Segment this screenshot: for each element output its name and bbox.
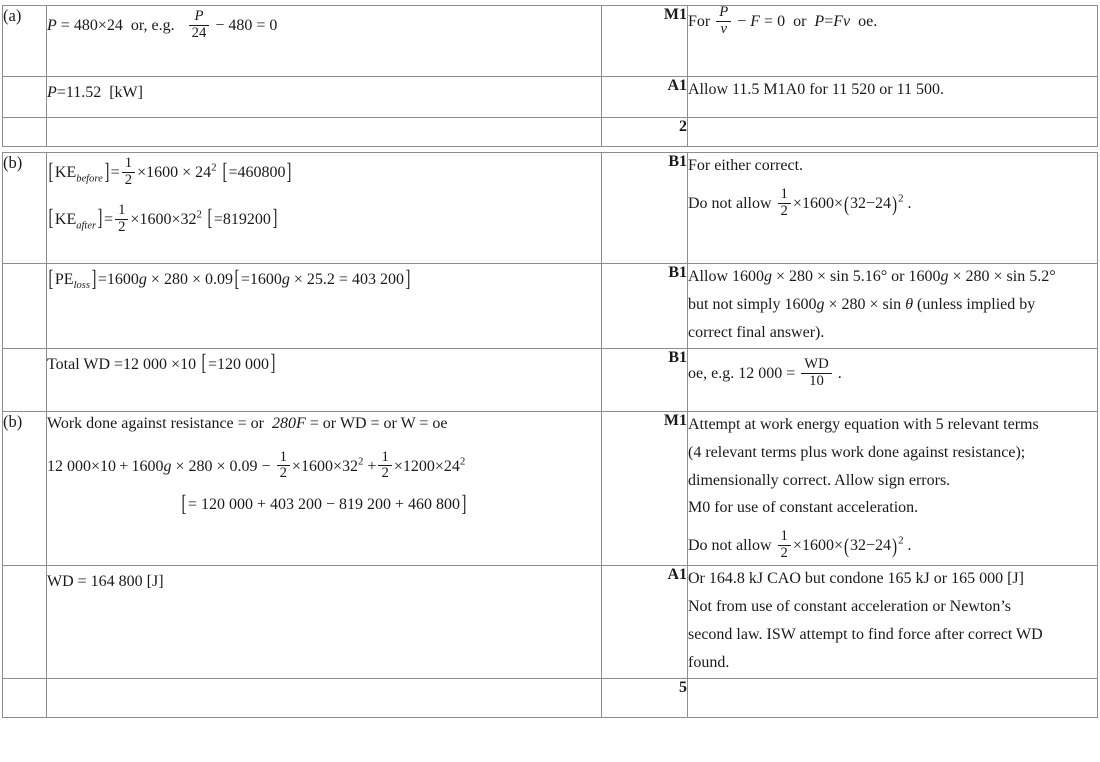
equation-ke-before: $[KE_{before}]=$ $\frac{1}{2}$ $\times 1600 \times 24^2$ [=460800] — [48, 155, 292, 188]
mark-cell-a-m1: M1 — [602, 6, 688, 77]
table-row — [3, 678, 1098, 717]
comment-text: Do not allow $\frac{1}{2}$ $\times 1600\times(32-24)^2$ . — [688, 185, 912, 219]
comment-cell-a-total — [688, 118, 1098, 147]
mark-cell-b-wd: B1 — [602, 348, 688, 411]
comment-text: Attempt at work energy equation with 5 relevant terms — [688, 415, 1039, 433]
fraction-wd-over-10: $\frac{WD}{10}$ — [801, 357, 832, 390]
equation-pe-loss: $[PE_{loss}]=1600g \times 280 \times 0.09[=1600g \times 25.2 = 403$ 200] — [48, 265, 411, 292]
mark-cell-b-ke: B1 — [602, 153, 688, 264]
part-label-a: (a) — [3, 6, 47, 77]
comment-text: For $\frac{P}{v}$ − F = 0 or P=Fv oe. — [688, 4, 878, 37]
working-cell-a-total — [47, 118, 602, 147]
comment-text: dimensionally correct. Allow sign errors. — [688, 471, 951, 489]
mark-cell-b-pe: B1 — [602, 264, 688, 349]
equation-work-energy-sum: [= 120 000 + 403 200 − 819 200 + 460 800] — [181, 490, 467, 517]
fraction-p-over-v: $\frac{P}{v}$ — [716, 5, 731, 38]
working-cell-a-m1 — [47, 6, 602, 77]
comment-text: For either correct. — [688, 157, 804, 174]
comment-cell-b-a1 — [688, 566, 1098, 679]
comment-cell-a-m1 — [688, 6, 1098, 77]
comment-text: correct final answer). — [688, 323, 825, 341]
comment-text: Allow 11.5 M1A0 for 11 520 or 11 500. — [688, 81, 944, 98]
table-row — [3, 264, 1098, 349]
equation-power: P = 480×24 or, e.g. $\frac{P}{24}$ − 480 = 0 — [47, 8, 278, 41]
table-row — [3, 153, 1098, 264]
comment-text: found. — [688, 653, 730, 671]
mark-cell-b-m1: M1 — [602, 411, 688, 565]
comment-cell-b-total — [688, 678, 1098, 717]
working-cell-b-total — [47, 678, 602, 717]
mark-cell-b-a1: A1 — [602, 566, 688, 679]
working-cell-b-a1 — [47, 566, 602, 679]
part-label-b2: (b) — [3, 411, 47, 565]
part-label-empty — [3, 118, 47, 147]
comment-cell-b-ke — [688, 153, 1098, 264]
working-cell-b-wd — [47, 348, 602, 411]
comment-cell-a-a1 — [688, 77, 1098, 118]
table-row — [3, 411, 1098, 565]
table-row — [3, 348, 1098, 411]
comment-text: M0 for use of constant acceleration. — [688, 499, 919, 517]
part-label-empty — [3, 264, 47, 349]
table-row — [3, 77, 1098, 118]
comment-text: Or 164.8 kJ CAO but condone 165 kJ or 165 000 [J] — [688, 570, 1024, 588]
working-cell-a-a1 — [47, 77, 602, 118]
mark-total-b: 5 — [602, 678, 688, 717]
comment-cell-b-m1 — [688, 411, 1098, 565]
equation-wd-answer: WD = 164 800 [J] — [47, 573, 164, 591]
equation-power-value: P=11.52 [kW] — [47, 84, 143, 101]
comment-text: but not simply 1600g × 280 × sin θ (unless implied by — [688, 295, 1036, 313]
part-label-empty — [3, 348, 47, 411]
comment-text: oe, e.g. 12 000 = $\frac{WD}{10}$ . — [688, 355, 842, 389]
working-cell-b-pe — [47, 264, 602, 349]
part-label-b1: (b) — [3, 153, 47, 264]
working-text: Work done against resistance = or 280F = or WD = or W = oe — [47, 414, 448, 432]
equation-work-energy: 12 000×10 + 1600g × 280 × 0.09 − $\frac{1}{2}$ $\times 1600\times 32^2$ + $\frac{1}{2}$ $\times 1200\times 24^2$ — [47, 448, 466, 482]
part-label-empty — [3, 77, 47, 118]
part-label-empty — [3, 566, 47, 679]
table-row — [3, 118, 1098, 147]
mark-scheme-table — [2, 5, 1098, 718]
mark-total-a: 2 — [602, 118, 688, 147]
comment-text: second law. ISW attempt to find force after correct WD — [688, 625, 1043, 643]
equation-total-wd: Total WD =12 000 ×10 [=120 000] — [47, 350, 276, 377]
equation-ke-after: $[KE_{after}]=$ $\frac{1}{2}$ $\times 1600\times 32^2$ [=819200] — [48, 201, 278, 235]
fraction-p-over-24: $\frac{P}{24}$ — [189, 9, 210, 42]
table-row — [3, 6, 1098, 77]
working-cell-b-m1 — [47, 411, 602, 565]
comment-cell-b-wd — [688, 348, 1098, 411]
mark-cell-a-a1: A1 — [602, 77, 688, 118]
part-label-empty — [3, 678, 47, 717]
comment-text: (4 relevant terms plus work done against resistance); — [688, 443, 1026, 461]
comment-text: Do not allow $\frac{1}{2}$ $\times 1600\times(32-24)^2$ . — [688, 528, 912, 562]
mark-scheme-page — [0, 5, 1100, 762]
comment-text: Allow 1600g × 280 × sin 5.16° or 1600g × 280 × sin 5.2° — [688, 268, 1056, 285]
table-row — [3, 566, 1098, 679]
comment-cell-b-pe — [688, 264, 1098, 349]
working-cell-b-ke — [47, 153, 602, 264]
comment-text: Not from use of constant acceleration or Newton’s — [688, 598, 1012, 616]
